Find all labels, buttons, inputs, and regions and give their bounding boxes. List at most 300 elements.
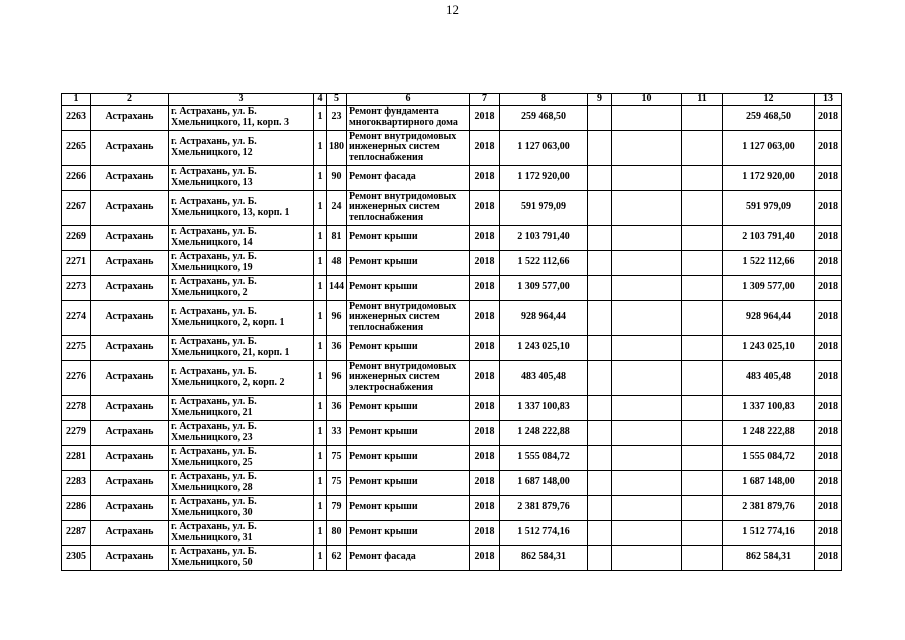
table-body <box>62 105 842 570</box>
col4-cell: 1 <box>314 520 327 545</box>
work-type-cell <box>347 445 470 470</box>
col9-cell <box>588 360 612 395</box>
col11-cell <box>682 250 723 275</box>
table-row <box>62 275 842 300</box>
col10-cell <box>612 335 682 360</box>
work-type-cell-line: Ремонт крыши <box>349 426 418 438</box>
col9-cell <box>588 275 612 300</box>
col13-year-cell: 2018 <box>815 545 842 570</box>
table-row <box>62 300 842 335</box>
city-cell: Астрахань <box>91 495 169 520</box>
col9-cell <box>588 300 612 335</box>
total-cost-cell: 1 248 222,88 <box>500 420 588 445</box>
year-cell: 2018 <box>470 165 500 190</box>
address-cell-line: Хмельницкого, 2, корп. 1 <box>171 316 285 328</box>
city-cell: Астрахань <box>91 360 169 395</box>
address-cell-line: Хмельницкого, 11, корп. 3 <box>171 116 289 128</box>
address-cell-line: Хмельницкого, 50 <box>171 556 253 568</box>
work-type-cell <box>347 545 470 570</box>
col4-cell: 1 <box>314 495 327 520</box>
row-id-cell: 2279 <box>62 420 91 445</box>
col5-cell: 33 <box>327 420 347 445</box>
col13-year-cell: 2018 <box>815 520 842 545</box>
city-cell: Астрахань <box>91 445 169 470</box>
col13-year-cell: 2018 <box>815 420 842 445</box>
col5-cell: 75 <box>327 445 347 470</box>
row-id-cell: 2305 <box>62 545 91 570</box>
col13-year-cell: 2018 <box>815 225 842 250</box>
year-cell: 2018 <box>470 300 500 335</box>
col9-cell <box>588 190 612 225</box>
column-header: 11 <box>682 94 723 106</box>
work-type-cell-line: Ремонт внутридомовых <box>349 130 457 142</box>
col4-cell: 1 <box>314 130 327 165</box>
year-cell: 2018 <box>470 130 500 165</box>
work-type-cell-line: Ремонт крыши <box>349 476 418 488</box>
col11-cell <box>682 275 723 300</box>
row-id-cell: 2283 <box>62 470 91 495</box>
address-cell <box>169 445 314 470</box>
work-type-cell-line: Ремонт фундамента <box>349 106 439 117</box>
address-cell <box>169 190 314 225</box>
col10-cell <box>612 225 682 250</box>
city-cell: Астрахань <box>91 300 169 335</box>
table-row <box>62 130 842 165</box>
col9-cell <box>588 335 612 360</box>
col11-cell <box>682 520 723 545</box>
address-cell-line: г. Астрахань, ул. Б. <box>171 496 257 507</box>
address-cell-line: г. Астрахань, ул. Б. <box>171 226 257 237</box>
work-type-cell-line: Ремонт крыши <box>349 401 418 413</box>
total-cost-cell: 483 405,48 <box>500 360 588 395</box>
work-type-cell <box>347 520 470 545</box>
work-type-cell-line: Ремонт внутридомовых <box>349 360 457 372</box>
col13-year-cell: 2018 <box>815 300 842 335</box>
address-cell <box>169 420 314 445</box>
address-cell-line: Хмельницкого, 2 <box>171 286 248 298</box>
city-cell: Астрахань <box>91 130 169 165</box>
year-cell: 2018 <box>470 470 500 495</box>
work-type-cell-line: Ремонт фасада <box>349 171 416 183</box>
work-type-cell <box>347 130 470 165</box>
col12-cost-cell: 1 522 112,66 <box>723 250 815 275</box>
table-row <box>62 250 842 275</box>
total-cost-cell: 1 127 063,00 <box>500 130 588 165</box>
table-row <box>62 105 842 130</box>
total-cost-cell: 862 584,31 <box>500 545 588 570</box>
col11-cell <box>682 165 723 190</box>
total-cost-cell: 1 337 100,83 <box>500 395 588 420</box>
work-type-cell-line: Ремонт фасада <box>349 551 416 563</box>
work-type-cell <box>347 250 470 275</box>
col9-cell <box>588 545 612 570</box>
work-type-cell-line: Ремонт крыши <box>349 256 418 268</box>
address-cell <box>169 275 314 300</box>
column-header: 10 <box>612 94 682 106</box>
address-cell <box>169 545 314 570</box>
work-type-cell-line: многоквартирного дома <box>349 116 458 128</box>
total-cost-cell: 1 172 920,00 <box>500 165 588 190</box>
col12-cost-cell: 1 172 920,00 <box>723 165 815 190</box>
col5-cell: 90 <box>327 165 347 190</box>
total-cost-cell: 2 381 879,76 <box>500 495 588 520</box>
col12-cost-cell: 1 512 774,16 <box>723 520 815 545</box>
city-cell: Астрахань <box>91 250 169 275</box>
address-cell-line: Хмельницкого, 28 <box>171 481 253 493</box>
col11-cell <box>682 225 723 250</box>
col10-cell <box>612 275 682 300</box>
col10-cell <box>612 520 682 545</box>
address-cell <box>169 250 314 275</box>
address-cell <box>169 165 314 190</box>
col11-cell <box>682 395 723 420</box>
table-row <box>62 190 842 225</box>
year-cell: 2018 <box>470 520 500 545</box>
city-cell: Астрахань <box>91 545 169 570</box>
total-cost-cell: 259 468,50 <box>500 105 588 130</box>
row-id-cell: 2266 <box>62 165 91 190</box>
address-cell-line: г. Астрахань, ул. Б. <box>171 546 257 557</box>
table-row <box>62 495 842 520</box>
col13-year-cell: 2018 <box>815 190 842 225</box>
column-header: 12 <box>723 94 815 106</box>
col4-cell: 1 <box>314 225 327 250</box>
work-type-cell-line: электроснабжения <box>349 381 433 393</box>
year-cell: 2018 <box>470 395 500 420</box>
col13-year-cell: 2018 <box>815 165 842 190</box>
address-cell-line: г. Астрахань, ул. Б. <box>171 366 257 377</box>
total-cost-cell: 591 979,09 <box>500 190 588 225</box>
col5-cell: 180 <box>327 130 347 165</box>
address-cell-line: Хмельницкого, 14 <box>171 236 253 248</box>
col9-cell <box>588 420 612 445</box>
col5-cell: 36 <box>327 335 347 360</box>
col5-cell: 75 <box>327 470 347 495</box>
col11-cell <box>682 130 723 165</box>
col5-cell: 24 <box>327 190 347 225</box>
address-cell-line: г. Астрахань, ул. Б. <box>171 421 257 432</box>
col5-cell: 48 <box>327 250 347 275</box>
col12-cost-cell: 862 584,31 <box>723 545 815 570</box>
work-type-cell-line: теплоснабжения <box>349 321 424 333</box>
col4-cell: 1 <box>314 445 327 470</box>
total-cost-cell: 928 964,44 <box>500 300 588 335</box>
col10-cell <box>612 470 682 495</box>
col11-cell <box>682 420 723 445</box>
table-row <box>62 520 842 545</box>
row-id-cell: 2276 <box>62 360 91 395</box>
column-header: 7 <box>470 94 500 106</box>
row-id-cell: 2275 <box>62 335 91 360</box>
address-cell-line: г. Астрахань, ул. Б. <box>171 136 257 147</box>
address-cell <box>169 520 314 545</box>
col10-cell <box>612 165 682 190</box>
col12-cost-cell: 483 405,48 <box>723 360 815 395</box>
address-cell-line: г. Астрахань, ул. Б. <box>171 251 257 262</box>
col10-cell <box>612 250 682 275</box>
city-cell: Астрахань <box>91 190 169 225</box>
work-type-cell <box>347 275 470 300</box>
address-cell-line: г. Астрахань, ул. Б. <box>171 196 257 207</box>
col9-cell <box>588 520 612 545</box>
col9-cell <box>588 395 612 420</box>
year-cell: 2018 <box>470 190 500 225</box>
address-cell-line: г. Астрахань, ул. Б. <box>171 166 257 177</box>
year-cell: 2018 <box>470 105 500 130</box>
total-cost-cell: 1 243 025,10 <box>500 335 588 360</box>
address-cell-line: Хмельницкого, 23 <box>171 431 253 443</box>
row-id-cell: 2273 <box>62 275 91 300</box>
work-type-cell <box>347 470 470 495</box>
col11-cell <box>682 105 723 130</box>
col11-cell <box>682 470 723 495</box>
col4-cell: 1 <box>314 420 327 445</box>
col4-cell: 1 <box>314 250 327 275</box>
table-header-row <box>62 94 842 106</box>
table-row <box>62 165 842 190</box>
work-type-cell-line: Ремонт крыши <box>349 231 418 243</box>
col4-cell: 1 <box>314 360 327 395</box>
address-cell-line: Хмельницкого, 25 <box>171 456 253 468</box>
col9-cell <box>588 470 612 495</box>
col5-cell: 96 <box>327 300 347 335</box>
col5-cell: 80 <box>327 520 347 545</box>
work-type-cell-line: Ремонт крыши <box>349 341 418 353</box>
year-cell: 2018 <box>470 445 500 470</box>
table-row <box>62 225 842 250</box>
city-cell: Астрахань <box>91 520 169 545</box>
row-id-cell: 2267 <box>62 190 91 225</box>
address-cell-line: Хмельницкого, 13 <box>171 176 253 188</box>
col12-cost-cell: 2 381 879,76 <box>723 495 815 520</box>
address-cell-line: Хмельницкого, 21 <box>171 406 253 418</box>
work-type-cell <box>347 335 470 360</box>
col12-cost-cell: 1 687 148,00 <box>723 470 815 495</box>
column-header: 1 <box>62 94 91 106</box>
col12-cost-cell: 1 248 222,88 <box>723 420 815 445</box>
column-header: 9 <box>588 94 612 106</box>
city-cell: Астрахань <box>91 395 169 420</box>
col12-cost-cell: 928 964,44 <box>723 300 815 335</box>
total-cost-cell: 1 687 148,00 <box>500 470 588 495</box>
address-cell-line: Хмельницкого, 2, корп. 2 <box>171 376 285 388</box>
work-type-cell <box>347 495 470 520</box>
col9-cell <box>588 130 612 165</box>
address-cell-line: г. Астрахань, ул. Б. <box>171 276 257 287</box>
col10-cell <box>612 360 682 395</box>
col4-cell: 1 <box>314 395 327 420</box>
col4-cell: 1 <box>314 105 327 130</box>
col11-cell <box>682 445 723 470</box>
address-cell-line: Хмельницкого, 13, корп. 1 <box>171 206 290 218</box>
col4-cell: 1 <box>314 165 327 190</box>
col5-cell: 79 <box>327 495 347 520</box>
year-cell: 2018 <box>470 360 500 395</box>
col10-cell <box>612 190 682 225</box>
address-cell <box>169 335 314 360</box>
col11-cell <box>682 545 723 570</box>
work-type-cell <box>347 360 470 395</box>
col4-cell: 1 <box>314 190 327 225</box>
address-cell-line: Хмельницкого, 19 <box>171 261 253 273</box>
address-cell <box>169 105 314 130</box>
col10-cell <box>612 495 682 520</box>
total-cost-cell: 1 522 112,66 <box>500 250 588 275</box>
col10-cell <box>612 130 682 165</box>
work-type-cell-line: Ремонт крыши <box>349 526 418 538</box>
column-header: 2 <box>91 94 169 106</box>
col13-year-cell: 2018 <box>815 105 842 130</box>
address-cell-line: г. Астрахань, ул. Б. <box>171 306 257 317</box>
work-type-cell <box>347 190 470 225</box>
work-type-cell-line: Ремонт крыши <box>349 451 418 463</box>
col10-cell <box>612 545 682 570</box>
table-row <box>62 470 842 495</box>
page-number: 12 <box>446 2 459 17</box>
city-cell: Астрахань <box>91 165 169 190</box>
table-row <box>62 360 842 395</box>
col9-cell <box>588 105 612 130</box>
col5-cell: 36 <box>327 395 347 420</box>
table-row <box>62 395 842 420</box>
table-row <box>62 445 842 470</box>
work-type-cell-line: теплоснабжения <box>349 211 424 223</box>
col11-cell <box>682 190 723 225</box>
work-type-cell-line: инженерных систем <box>349 201 440 213</box>
col5-cell: 62 <box>327 545 347 570</box>
address-cell-line: г. Астрахань, ул. Б. <box>171 396 257 407</box>
col4-cell: 1 <box>314 300 327 335</box>
city-cell: Астрахань <box>91 275 169 300</box>
city-cell: Астрахань <box>91 470 169 495</box>
address-cell-line: г. Астрахань, ул. Б. <box>171 471 257 482</box>
total-cost-cell: 1 309 577,00 <box>500 275 588 300</box>
work-type-cell-line: Ремонт внутридомовых <box>349 300 457 312</box>
table-row <box>62 420 842 445</box>
row-id-cell: 2274 <box>62 300 91 335</box>
col13-year-cell: 2018 <box>815 250 842 275</box>
year-cell: 2018 <box>470 225 500 250</box>
work-type-cell-line: Ремонт крыши <box>349 501 418 513</box>
year-cell: 2018 <box>470 335 500 360</box>
work-type-cell <box>347 420 470 445</box>
year-cell: 2018 <box>470 250 500 275</box>
column-header: 8 <box>500 94 588 106</box>
address-cell-line: Хмельницкого, 12 <box>171 146 253 158</box>
col12-cost-cell: 1 243 025,10 <box>723 335 815 360</box>
col13-year-cell: 2018 <box>815 495 842 520</box>
year-cell: 2018 <box>470 545 500 570</box>
address-cell <box>169 495 314 520</box>
col10-cell <box>612 300 682 335</box>
col12-cost-cell: 1 127 063,00 <box>723 130 815 165</box>
work-type-cell-line: Ремонт крыши <box>349 281 418 293</box>
address-cell <box>169 130 314 165</box>
work-type-cell <box>347 225 470 250</box>
col13-year-cell: 2018 <box>815 445 842 470</box>
address-cell-line: г. Астрахань, ул. Б. <box>171 336 257 347</box>
col5-cell: 81 <box>327 225 347 250</box>
col9-cell <box>588 495 612 520</box>
col11-cell <box>682 360 723 395</box>
col11-cell <box>682 300 723 335</box>
city-cell: Астрахань <box>91 420 169 445</box>
year-cell: 2018 <box>470 275 500 300</box>
col5-cell: 96 <box>327 360 347 395</box>
col13-year-cell: 2018 <box>815 275 842 300</box>
work-type-cell-line: инженерных систем <box>349 311 440 323</box>
total-cost-cell: 1 555 084,72 <box>500 445 588 470</box>
city-cell: Астрахань <box>91 335 169 360</box>
col4-cell: 1 <box>314 335 327 360</box>
address-cell-line: Хмельницкого, 31 <box>171 531 253 543</box>
address-cell <box>169 225 314 250</box>
total-cost-cell: 1 512 774,16 <box>500 520 588 545</box>
repair-register-table <box>61 93 842 571</box>
col11-cell <box>682 335 723 360</box>
address-cell-line: Хмельницкого, 30 <box>171 506 253 518</box>
work-type-cell <box>347 300 470 335</box>
column-header: 5 <box>327 94 347 106</box>
col13-year-cell: 2018 <box>815 395 842 420</box>
col12-cost-cell: 1 555 084,72 <box>723 445 815 470</box>
city-cell: Астрахань <box>91 225 169 250</box>
col10-cell <box>612 395 682 420</box>
col13-year-cell: 2018 <box>815 360 842 395</box>
work-type-cell-line: инженерных систем <box>349 371 440 383</box>
address-cell <box>169 360 314 395</box>
year-cell: 2018 <box>470 495 500 520</box>
col12-cost-cell: 2 103 791,40 <box>723 225 815 250</box>
col10-cell <box>612 105 682 130</box>
row-id-cell: 2269 <box>62 225 91 250</box>
column-header: 13 <box>815 94 842 106</box>
col9-cell <box>588 165 612 190</box>
col9-cell <box>588 250 612 275</box>
col13-year-cell: 2018 <box>815 335 842 360</box>
col12-cost-cell: 1 337 100,83 <box>723 395 815 420</box>
address-cell <box>169 300 314 335</box>
row-id-cell: 2286 <box>62 495 91 520</box>
total-cost-cell: 2 103 791,40 <box>500 225 588 250</box>
column-header: 6 <box>347 94 470 106</box>
column-header: 4 <box>314 94 327 106</box>
work-type-cell <box>347 395 470 420</box>
row-id-cell: 2287 <box>62 520 91 545</box>
col5-cell: 144 <box>327 275 347 300</box>
work-type-cell <box>347 105 470 130</box>
row-id-cell: 2278 <box>62 395 91 420</box>
address-cell-line: г. Астрахань, ул. Б. <box>171 106 257 117</box>
column-header: 3 <box>169 94 314 106</box>
work-type-cell-line: Ремонт внутридомовых <box>349 190 457 202</box>
work-type-cell-line: инженерных систем <box>349 141 440 153</box>
col9-cell <box>588 225 612 250</box>
col10-cell <box>612 420 682 445</box>
row-id-cell: 2281 <box>62 445 91 470</box>
col13-year-cell: 2018 <box>815 470 842 495</box>
col9-cell <box>588 445 612 470</box>
city-cell: Астрахань <box>91 105 169 130</box>
address-cell <box>169 470 314 495</box>
year-cell: 2018 <box>470 420 500 445</box>
col12-cost-cell: 1 309 577,00 <box>723 275 815 300</box>
col10-cell <box>612 445 682 470</box>
col12-cost-cell: 259 468,50 <box>723 105 815 130</box>
address-cell-line: г. Астрахань, ул. Б. <box>171 521 257 532</box>
work-type-cell-line: теплоснабжения <box>349 151 424 163</box>
col4-cell: 1 <box>314 275 327 300</box>
